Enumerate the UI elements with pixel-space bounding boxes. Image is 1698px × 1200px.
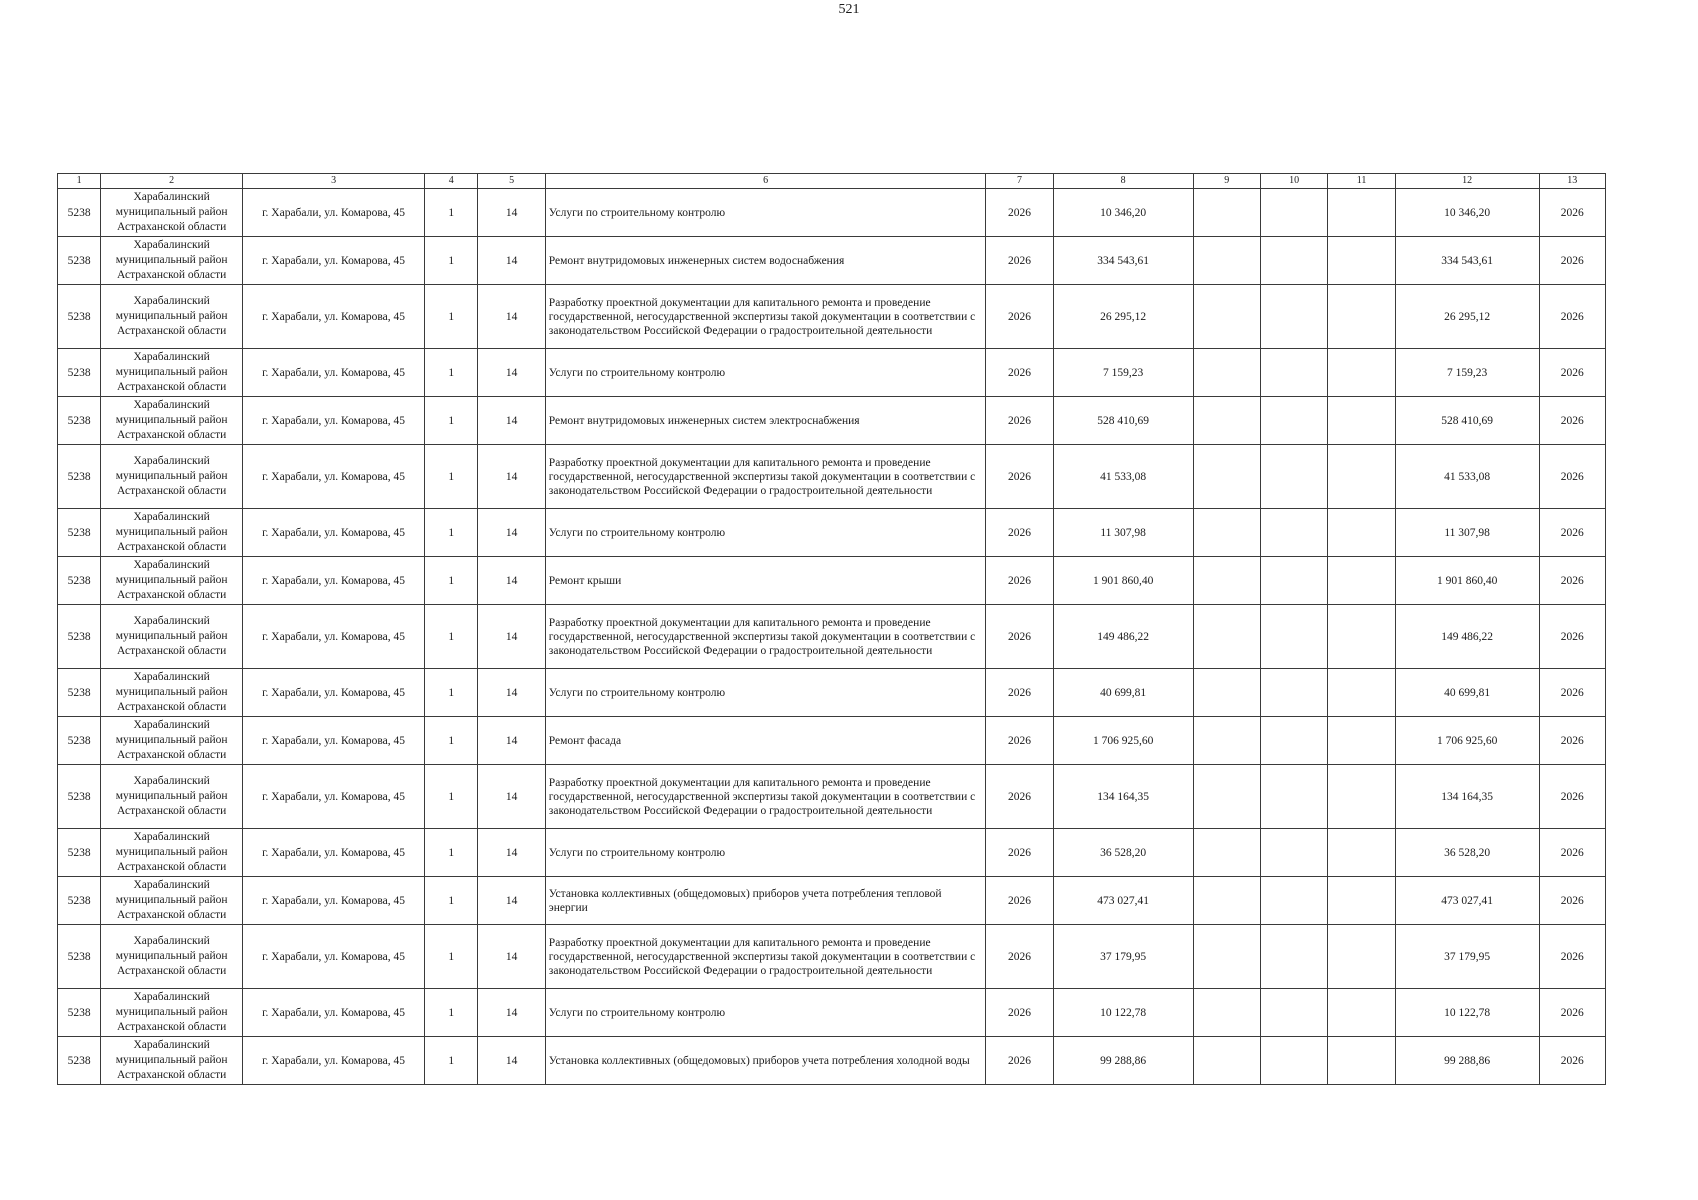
cell-col5: 14 (478, 397, 545, 445)
cell-year-end: 2026 (1539, 445, 1605, 509)
cell-code: 5238 (58, 189, 101, 237)
cell-col9 (1193, 989, 1260, 1037)
cell-col4: 1 (425, 829, 478, 877)
cell-year: 2026 (986, 285, 1053, 349)
cell-cost-other: 36 528,20 (1395, 829, 1539, 877)
cell-work-type: Установка коллективных (общедомовых) приборов учета потребления холодной воды (545, 1037, 986, 1085)
cell-cost-other: 40 699,81 (1395, 669, 1539, 717)
cell-col10 (1260, 1037, 1327, 1085)
cell-code: 5238 (58, 765, 101, 829)
cell-col11 (1328, 669, 1395, 717)
cell-cost-other: 11 307,98 (1395, 509, 1539, 557)
cell-cost-other: 10 346,20 (1395, 189, 1539, 237)
cell-cost-total: 40 699,81 (1053, 669, 1193, 717)
cell-code: 5238 (58, 717, 101, 765)
cell-work-type: Услуги по строительному контролю (545, 669, 986, 717)
cell-col9 (1193, 605, 1260, 669)
cell-cost-other: 1 706 925,60 (1395, 717, 1539, 765)
cell-col5: 14 (478, 509, 545, 557)
cell-year: 2026 (986, 509, 1053, 557)
cell-col4: 1 (425, 765, 478, 829)
cell-col9 (1193, 1037, 1260, 1085)
cell-cost-total: 134 164,35 (1053, 765, 1193, 829)
cell-address: г. Харабали, ул. Комарова, 45 (243, 349, 425, 397)
cell-code: 5238 (58, 989, 101, 1037)
table-row (58, 669, 1606, 717)
cell-municipality: Харабалинский муниципальный район Астраханской области (101, 237, 243, 285)
cell-year-end: 2026 (1539, 397, 1605, 445)
cell-col4: 1 (425, 397, 478, 445)
table-row (58, 765, 1606, 829)
cell-col5: 14 (478, 445, 545, 509)
table-row (58, 1037, 1606, 1085)
table-row (58, 285, 1606, 349)
cell-address: г. Харабали, ул. Комарова, 45 (243, 925, 425, 989)
cell-col11 (1328, 285, 1395, 349)
cell-year-end: 2026 (1539, 1037, 1605, 1085)
works-table (57, 173, 1606, 1085)
cell-year: 2026 (986, 189, 1053, 237)
cell-cost-other: 134 164,35 (1395, 765, 1539, 829)
cell-col4: 1 (425, 605, 478, 669)
cell-year-end: 2026 (1539, 557, 1605, 605)
cell-work-type: Разработку проектной документации для капитального ремонта и проведение государственной, негосударственной экспертизы такой документации в соответствии с законодательством Российской Федерации о градостроительной деятельности (545, 445, 986, 509)
cell-cost-total: 10 122,78 (1053, 989, 1193, 1037)
page-number: 521 (838, 2, 860, 17)
cell-year-end: 2026 (1539, 189, 1605, 237)
cell-year-end: 2026 (1539, 717, 1605, 765)
cell-cost-other: 99 288,86 (1395, 1037, 1539, 1085)
cell-municipality: Харабалинский муниципальный район Астраханской области (101, 509, 243, 557)
cell-year-end: 2026 (1539, 237, 1605, 285)
table-row (58, 349, 1606, 397)
cell-cost-total: 528 410,69 (1053, 397, 1193, 445)
cell-cost-other: 10 122,78 (1395, 989, 1539, 1037)
cell-col5: 14 (478, 189, 545, 237)
cell-col4: 1 (425, 285, 478, 349)
cell-address: г. Харабали, ул. Комарова, 45 (243, 1037, 425, 1085)
cell-code: 5238 (58, 605, 101, 669)
header-cell: 5 (478, 174, 545, 189)
cell-col5: 14 (478, 717, 545, 765)
cell-year-end: 2026 (1539, 877, 1605, 925)
cell-col5: 14 (478, 1037, 545, 1085)
cell-work-type: Ремонт внутридомовых инженерных систем водоснабжения (545, 237, 986, 285)
cell-address: г. Харабали, ул. Комарова, 45 (243, 989, 425, 1037)
cell-col9 (1193, 397, 1260, 445)
cell-col10 (1260, 189, 1327, 237)
cell-col10 (1260, 989, 1327, 1037)
table-row (58, 989, 1606, 1037)
cell-year: 2026 (986, 605, 1053, 669)
cell-year: 2026 (986, 237, 1053, 285)
header-cell: 9 (1193, 174, 1260, 189)
cell-municipality: Харабалинский муниципальный район Астраханской области (101, 189, 243, 237)
cell-year-end: 2026 (1539, 989, 1605, 1037)
cell-municipality: Харабалинский муниципальный район Астраханской области (101, 829, 243, 877)
cell-code: 5238 (58, 509, 101, 557)
cell-col11 (1328, 189, 1395, 237)
cell-municipality: Харабалинский муниципальный район Астраханской области (101, 989, 243, 1037)
cell-col11 (1328, 557, 1395, 605)
header-cell: 11 (1328, 174, 1395, 189)
cell-year-end: 2026 (1539, 605, 1605, 669)
cell-municipality: Харабалинский муниципальный район Астраханской области (101, 877, 243, 925)
cell-col10 (1260, 605, 1327, 669)
cell-col11 (1328, 445, 1395, 509)
cell-col10 (1260, 877, 1327, 925)
cell-year-end: 2026 (1539, 829, 1605, 877)
table-row (58, 925, 1606, 989)
cell-col9 (1193, 669, 1260, 717)
cell-cost-other: 37 179,95 (1395, 925, 1539, 989)
cell-work-type: Ремонт крыши (545, 557, 986, 605)
cell-address: г. Харабали, ул. Комарова, 45 (243, 829, 425, 877)
cell-cost-other: 528 410,69 (1395, 397, 1539, 445)
cell-cost-total: 7 159,23 (1053, 349, 1193, 397)
header-cell: 12 (1395, 174, 1539, 189)
cell-col9 (1193, 557, 1260, 605)
cell-code: 5238 (58, 925, 101, 989)
cell-col10 (1260, 349, 1327, 397)
cell-col5: 14 (478, 605, 545, 669)
cell-col5: 14 (478, 285, 545, 349)
header-cell: 8 (1053, 174, 1193, 189)
cell-year-end: 2026 (1539, 509, 1605, 557)
cell-work-type: Установка коллективных (общедомовых) приборов учета потребления тепловой энергии (545, 877, 986, 925)
cell-col5: 14 (478, 925, 545, 989)
cell-cost-other: 1 901 860,40 (1395, 557, 1539, 605)
cell-work-type: Разработку проектной документации для капитального ремонта и проведение государственной, негосударственной экспертизы такой документации в соответствии с законодательством Российской Федерации о градостроительной деятельности (545, 605, 986, 669)
table-row (58, 605, 1606, 669)
header-cell: 13 (1539, 174, 1605, 189)
cell-work-type: Ремонт внутридомовых инженерных систем электроснабжения (545, 397, 986, 445)
cell-cost-other: 41 533,08 (1395, 445, 1539, 509)
header-cell: 2 (101, 174, 243, 189)
cell-municipality: Харабалинский муниципальный район Астраханской области (101, 717, 243, 765)
cell-work-type: Услуги по строительному контролю (545, 989, 986, 1037)
cell-col9 (1193, 509, 1260, 557)
cell-cost-total: 99 288,86 (1053, 1037, 1193, 1085)
cell-work-type: Разработку проектной документации для капитального ремонта и проведение государственной, негосударственной экспертизы такой документации в соответствии с законодательством Российской Федерации о градостроительной деятельности (545, 765, 986, 829)
cell-work-type: Услуги по строительному контролю (545, 189, 986, 237)
cell-col10 (1260, 925, 1327, 989)
cell-col10 (1260, 285, 1327, 349)
cell-col5: 14 (478, 877, 545, 925)
cell-code: 5238 (58, 285, 101, 349)
cell-municipality: Харабалинский муниципальный район Астраханской области (101, 397, 243, 445)
cell-col4: 1 (425, 717, 478, 765)
cell-col11 (1328, 1037, 1395, 1085)
cell-address: г. Харабали, ул. Комарова, 45 (243, 605, 425, 669)
header-row (58, 174, 1606, 189)
cell-code: 5238 (58, 557, 101, 605)
cell-cost-total: 1 706 925,60 (1053, 717, 1193, 765)
cell-col10 (1260, 669, 1327, 717)
cell-code: 5238 (58, 349, 101, 397)
table-body (58, 189, 1606, 1085)
cell-work-type: Услуги по строительному контролю (545, 829, 986, 877)
cell-col5: 14 (478, 349, 545, 397)
cell-year: 2026 (986, 1037, 1053, 1085)
cell-cost-total: 36 528,20 (1053, 829, 1193, 877)
cell-col5: 14 (478, 765, 545, 829)
cell-code: 5238 (58, 397, 101, 445)
cell-col5: 14 (478, 989, 545, 1037)
header-cell: 1 (58, 174, 101, 189)
cell-col11 (1328, 605, 1395, 669)
cell-year: 2026 (986, 765, 1053, 829)
cell-col9 (1193, 285, 1260, 349)
cell-cost-total: 473 027,41 (1053, 877, 1193, 925)
cell-cost-total: 1 901 860,40 (1053, 557, 1193, 605)
cell-address: г. Харабали, ул. Комарова, 45 (243, 189, 425, 237)
cell-cost-total: 41 533,08 (1053, 445, 1193, 509)
cell-col4: 1 (425, 445, 478, 509)
cell-col9 (1193, 717, 1260, 765)
header-cell: 10 (1260, 174, 1327, 189)
cell-year: 2026 (986, 397, 1053, 445)
cell-address: г. Харабали, ул. Комарова, 45 (243, 717, 425, 765)
cell-work-type: Услуги по строительному контролю (545, 509, 986, 557)
cell-col4: 1 (425, 925, 478, 989)
cell-cost-other: 149 486,22 (1395, 605, 1539, 669)
cell-year: 2026 (986, 557, 1053, 605)
cell-year: 2026 (986, 989, 1053, 1037)
cell-col11 (1328, 717, 1395, 765)
cell-year-end: 2026 (1539, 285, 1605, 349)
cell-code: 5238 (58, 877, 101, 925)
cell-year: 2026 (986, 877, 1053, 925)
cell-col11 (1328, 877, 1395, 925)
cell-code: 5238 (58, 669, 101, 717)
cell-col4: 1 (425, 509, 478, 557)
cell-col9 (1193, 765, 1260, 829)
cell-code: 5238 (58, 1037, 101, 1085)
table-row (58, 445, 1606, 509)
cell-year-end: 2026 (1539, 669, 1605, 717)
cell-cost-total: 10 346,20 (1053, 189, 1193, 237)
cell-cost-other: 334 543,61 (1395, 237, 1539, 285)
cell-col9 (1193, 925, 1260, 989)
cell-col4: 1 (425, 877, 478, 925)
cell-municipality: Харабалинский муниципальный район Астраханской области (101, 285, 243, 349)
table-row (58, 829, 1606, 877)
table-row (58, 189, 1606, 237)
cell-address: г. Харабали, ул. Комарова, 45 (243, 237, 425, 285)
cell-col4: 1 (425, 189, 478, 237)
cell-address: г. Харабали, ул. Комарова, 45 (243, 669, 425, 717)
cell-col4: 1 (425, 1037, 478, 1085)
cell-col11 (1328, 989, 1395, 1037)
cell-work-type: Разработку проектной документации для капитального ремонта и проведение государственной, негосударственной экспертизы такой документации в соответствии с законодательством Российской Федерации о градостроительной деятельности (545, 925, 986, 989)
cell-col9 (1193, 237, 1260, 285)
cell-col10 (1260, 717, 1327, 765)
table-row (58, 557, 1606, 605)
header-cell: 4 (425, 174, 478, 189)
cell-address: г. Харабали, ул. Комарова, 45 (243, 877, 425, 925)
cell-municipality: Харабалинский муниципальный район Астраханской области (101, 925, 243, 989)
cell-col11 (1328, 397, 1395, 445)
table-row (58, 397, 1606, 445)
table-row (58, 877, 1606, 925)
cell-col5: 14 (478, 557, 545, 605)
cell-code: 5238 (58, 445, 101, 509)
cell-cost-total: 26 295,12 (1053, 285, 1193, 349)
cell-address: г. Харабали, ул. Комарова, 45 (243, 285, 425, 349)
cell-address: г. Харабали, ул. Комарова, 45 (243, 509, 425, 557)
header-cell: 7 (986, 174, 1053, 189)
cell-col4: 1 (425, 237, 478, 285)
cell-municipality: Харабалинский муниципальный район Астраханской области (101, 669, 243, 717)
cell-col4: 1 (425, 557, 478, 605)
cell-year: 2026 (986, 669, 1053, 717)
cell-col10 (1260, 509, 1327, 557)
cell-col5: 14 (478, 237, 545, 285)
header-cell: 6 (545, 174, 986, 189)
cell-municipality: Харабалинский муниципальный район Астраханской области (101, 1037, 243, 1085)
cell-year-end: 2026 (1539, 925, 1605, 989)
cell-year: 2026 (986, 925, 1053, 989)
cell-col11 (1328, 829, 1395, 877)
cell-col11 (1328, 237, 1395, 285)
cell-year: 2026 (986, 829, 1053, 877)
cell-col11 (1328, 765, 1395, 829)
cell-col11 (1328, 925, 1395, 989)
cell-municipality: Харабалинский муниципальный район Астраханской области (101, 765, 243, 829)
cell-address: г. Харабали, ул. Комарова, 45 (243, 557, 425, 605)
cell-col10 (1260, 397, 1327, 445)
cell-cost-total: 11 307,98 (1053, 509, 1193, 557)
cell-work-type: Услуги по строительному контролю (545, 349, 986, 397)
cell-col10 (1260, 557, 1327, 605)
cell-code: 5238 (58, 237, 101, 285)
cell-address: г. Харабали, ул. Комарова, 45 (243, 765, 425, 829)
cell-year: 2026 (986, 445, 1053, 509)
cell-col4: 1 (425, 669, 478, 717)
cell-col10 (1260, 765, 1327, 829)
cell-code: 5238 (58, 829, 101, 877)
cell-cost-other: 7 159,23 (1395, 349, 1539, 397)
cell-cost-other: 473 027,41 (1395, 877, 1539, 925)
cell-address: г. Харабали, ул. Комарова, 45 (243, 397, 425, 445)
cell-cost-other: 26 295,12 (1395, 285, 1539, 349)
cell-municipality: Харабалинский муниципальный район Астраханской области (101, 349, 243, 397)
cell-col10 (1260, 237, 1327, 285)
table-row (58, 717, 1606, 765)
cell-cost-total: 37 179,95 (1053, 925, 1193, 989)
table-row (58, 237, 1606, 285)
cell-address: г. Харабали, ул. Комарова, 45 (243, 445, 425, 509)
cell-col10 (1260, 445, 1327, 509)
cell-col5: 14 (478, 829, 545, 877)
cell-work-type: Ремонт фасада (545, 717, 986, 765)
cell-municipality: Харабалинский муниципальный район Астраханской области (101, 445, 243, 509)
cell-col9 (1193, 877, 1260, 925)
cell-year: 2026 (986, 717, 1053, 765)
cell-municipality: Харабалинский муниципальный район Астраханской области (101, 557, 243, 605)
cell-col4: 1 (425, 989, 478, 1037)
cell-cost-total: 334 543,61 (1053, 237, 1193, 285)
cell-year-end: 2026 (1539, 349, 1605, 397)
cell-year-end: 2026 (1539, 765, 1605, 829)
cell-year: 2026 (986, 349, 1053, 397)
header-cell: 3 (243, 174, 425, 189)
cell-col9 (1193, 829, 1260, 877)
cell-col9 (1193, 445, 1260, 509)
cell-work-type: Разработку проектной документации для капитального ремонта и проведение государственной, негосударственной экспертизы такой документации в соответствии с законодательством Российской Федерации о градостроительной деятельности (545, 285, 986, 349)
cell-col10 (1260, 829, 1327, 877)
cell-col11 (1328, 509, 1395, 557)
cell-col11 (1328, 349, 1395, 397)
table-row (58, 509, 1606, 557)
cell-col4: 1 (425, 349, 478, 397)
cell-cost-total: 149 486,22 (1053, 605, 1193, 669)
cell-col9 (1193, 189, 1260, 237)
cell-col9 (1193, 349, 1260, 397)
cell-col5: 14 (478, 669, 545, 717)
cell-municipality: Харабалинский муниципальный район Астраханской области (101, 605, 243, 669)
